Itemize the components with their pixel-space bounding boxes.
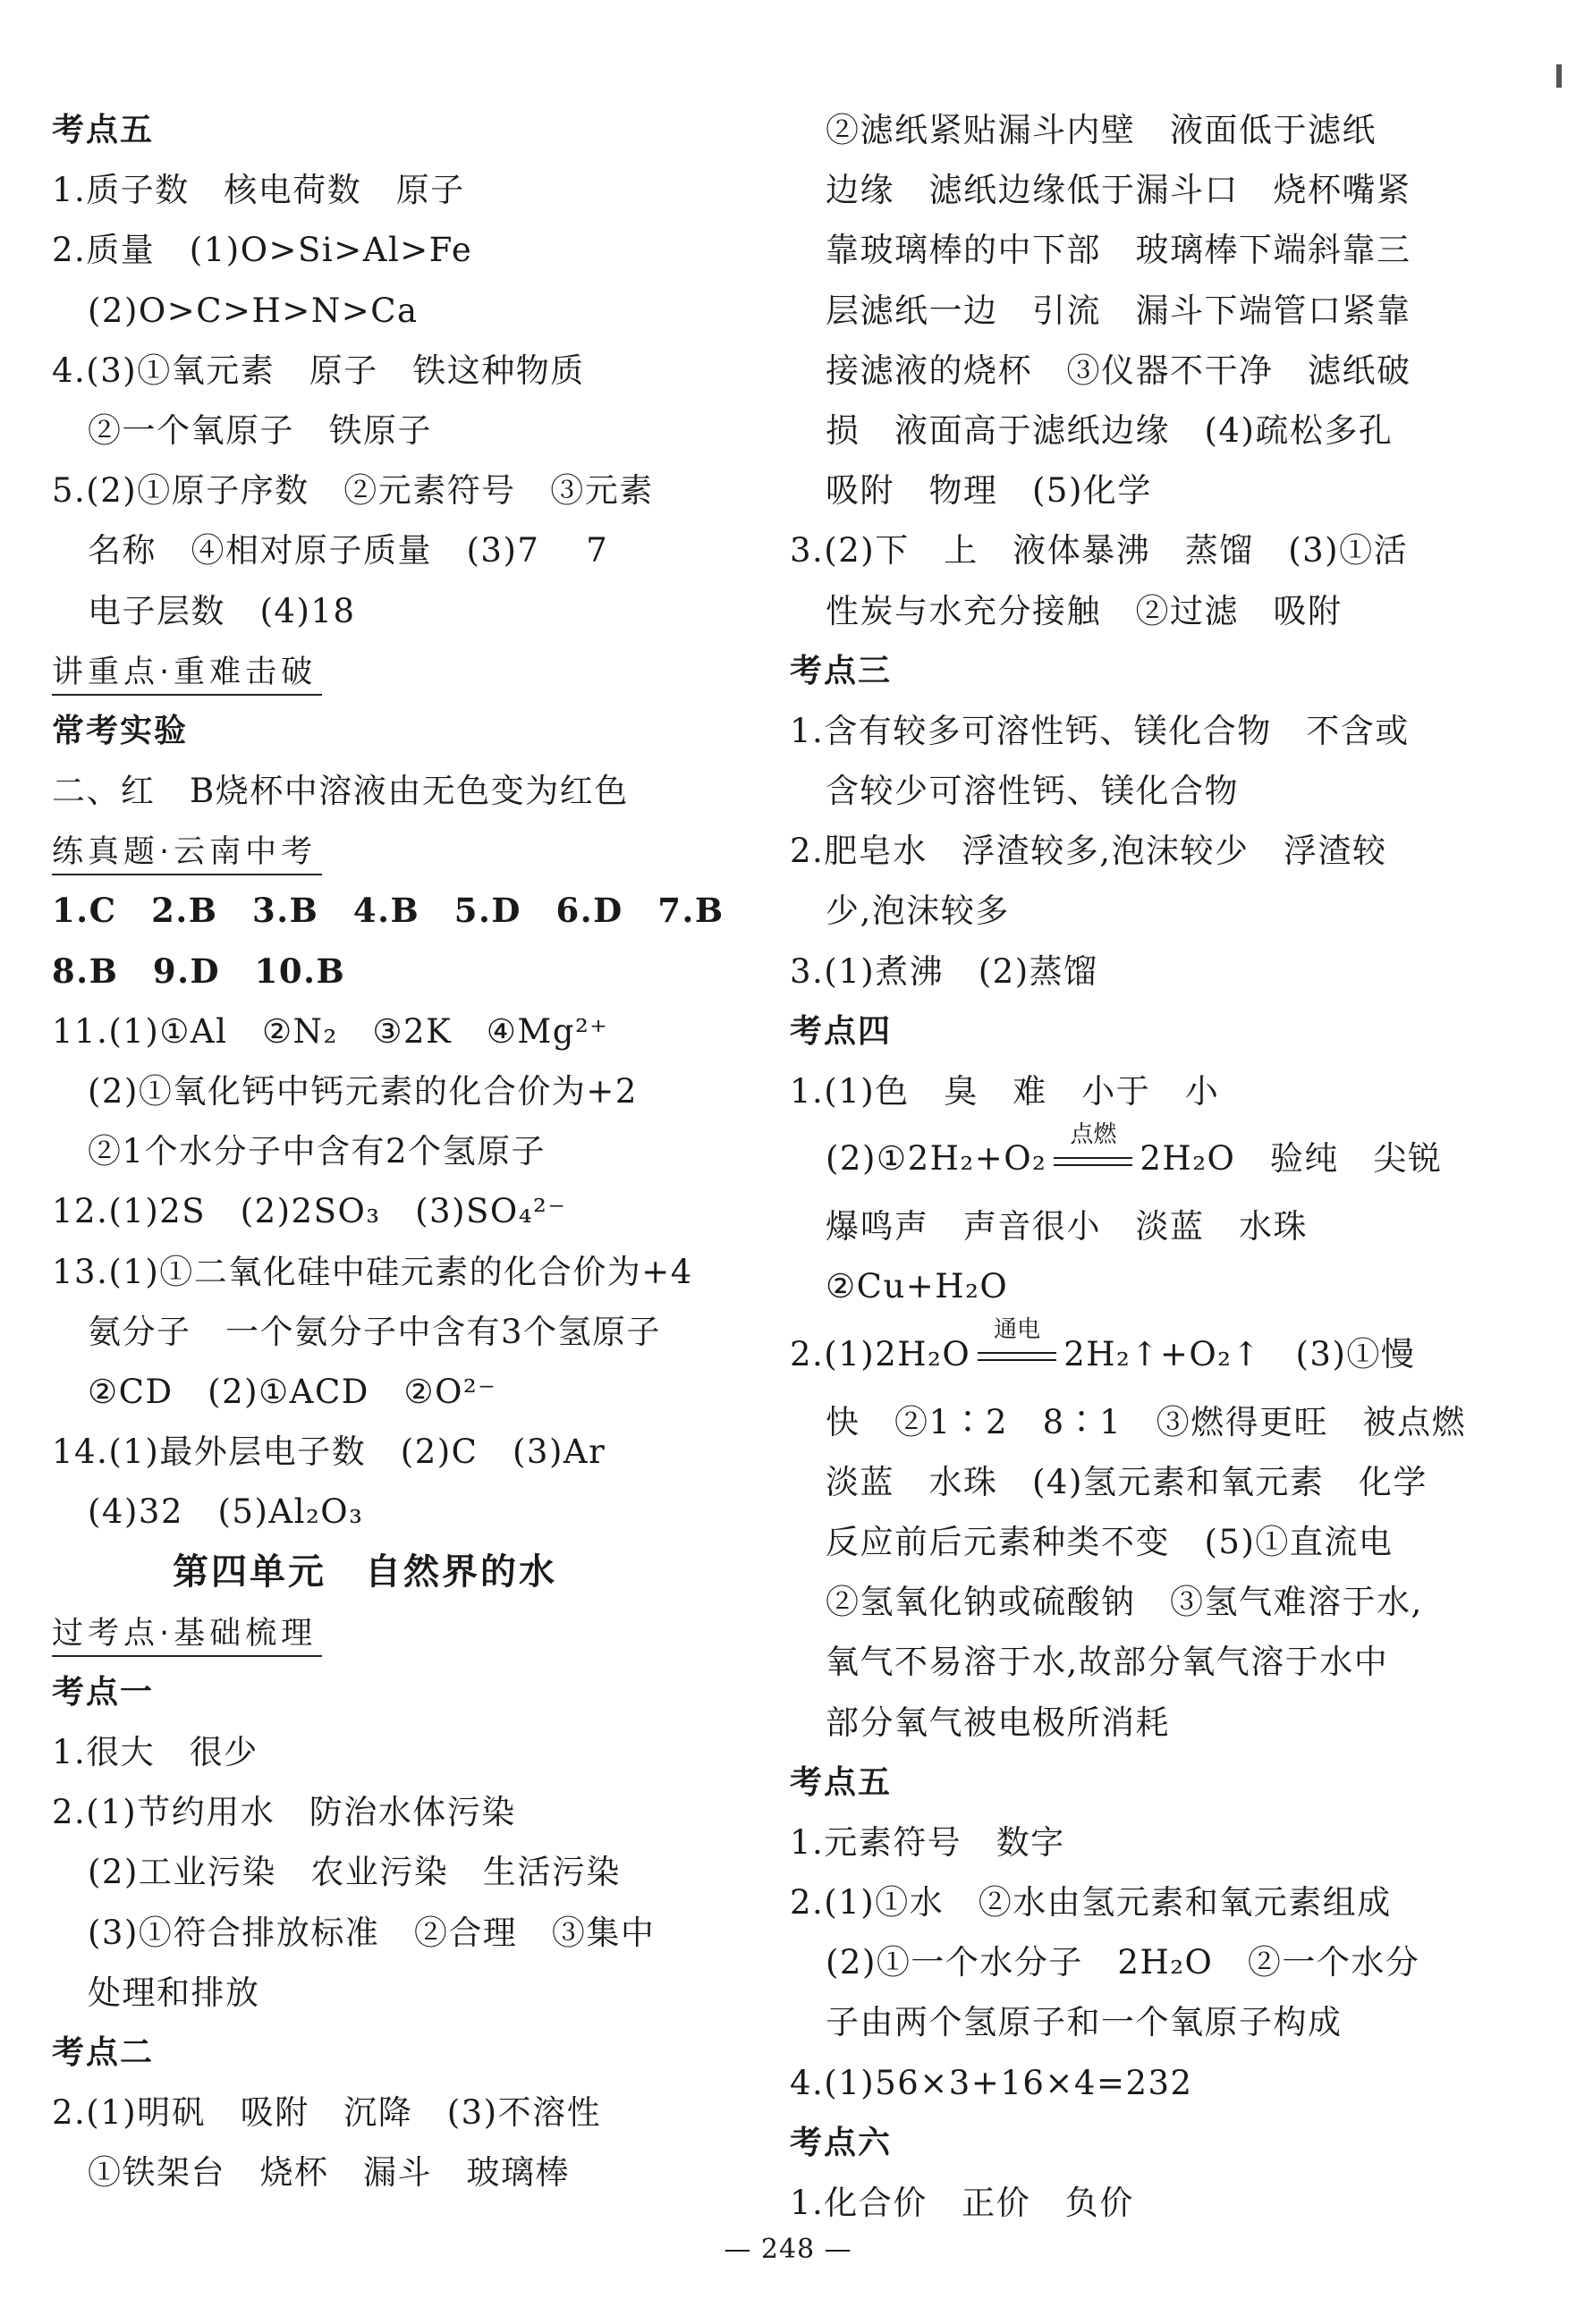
answer-line: (2)O>C>H>N>Ca	[88, 291, 419, 330]
answer-line: 性炭与水充分接触 ②过滤 吸附	[826, 591, 1343, 630]
answer-line: (2)①氧化钙中钙元素的化合价为+2	[88, 1072, 638, 1111]
answer-line: 氧气不易溶于水,故部分氧气溶于水中	[826, 1643, 1389, 1682]
answer-line: 4.(1)56×3+16×4=232	[790, 2063, 1193, 2102]
answer-line: 层滤纸一边 引流 漏斗下端管口紧靠	[826, 291, 1411, 330]
answer-line: 1.(1)色 臭 难 小于 小	[790, 1072, 1220, 1111]
answer-line: 1.C 2.B 3.B 4.B 5.D 6.D 7.B	[52, 891, 724, 931]
answer-line: (2)①一个水分子 2H₂O ②一个水分	[826, 1943, 1420, 1982]
equation-right: 2H₂↑+O₂↑ (3)①慢	[1063, 1334, 1416, 1373]
section-heading: 考点六	[790, 2124, 893, 2161]
answer-line: (4)32 (5)Al₂O₃	[88, 1492, 364, 1532]
section-title-row	[52, 1602, 767, 1662]
answer-line: 少,泡沫较多	[826, 892, 1010, 931]
answer-line: 反应前后元素种类不变 (5)①直流电	[826, 1522, 1394, 1561]
answer-line: 13.(1)①二氧化硅中硅元素的化合价为+4	[52, 1252, 693, 1291]
answer-line: 1.化合价 正价 负价	[790, 2184, 1134, 2222]
answer-line: 2.(1)明矾 吸附 沉降 (3)不溶性	[52, 2093, 602, 2133]
left-column	[52, 100, 767, 2203]
equation-left: (2)①2H₂+O₂	[826, 1139, 1047, 1179]
answer-line: 2.质量 (1)O>Si>Al>Fe	[52, 231, 473, 270]
section-heading: 考点四	[790, 1012, 893, 1050]
equation-right: 2H₂O 验纯 尖锐	[1140, 1139, 1443, 1179]
section-heading: 考点五	[790, 1763, 893, 1801]
answer-line: 氨分子 一个氨分子中含有3个氢原子	[88, 1312, 662, 1351]
answer-line: ①铁架台 烧杯 漏斗 玻璃棒	[88, 2153, 570, 2193]
answer-line: 吸附 物理 (5)化学	[826, 471, 1152, 511]
equation-line	[790, 1121, 1523, 1196]
equation-left: 2.(1)2H₂O	[790, 1334, 971, 1373]
answer-line: 3.(2)下 上 液体暴沸 蒸馏 (3)①活	[790, 531, 1409, 570]
answer-line: 快 ②1∶2 8∶1 ③燃得更旺 被点燃	[826, 1402, 1467, 1441]
reaction-condition-arrow	[974, 1316, 1060, 1370]
answer-line: 爆鸣声 声音很小 淡蓝 水珠	[826, 1207, 1308, 1247]
section-title-row	[52, 641, 767, 701]
answer-line: 损 液面高于滤纸边缘 (4)疏松多孔	[826, 410, 1394, 450]
answer-line: 8.B 9.D 10.B	[52, 951, 346, 991]
answer-line: 1.质子数 核电荷数 原子	[52, 171, 465, 210]
answer-line: 1.很大 很少	[52, 1733, 258, 1772]
reaction-condition-arrow	[1050, 1120, 1136, 1175]
answer-line: 4.(3)①氧元素 原子 铁这种物质	[52, 351, 585, 390]
answer-line: 靠玻璃棒的中下部 玻璃棒下端斜靠三	[826, 231, 1411, 270]
answer-line: 11.(1)①Al ②N₂ ③2K ④Mg²⁺	[52, 1011, 609, 1051]
answer-line: 接滤液的烧杯 ③仪器不干净 滤纸破	[826, 351, 1411, 390]
section-title: 练真题·云南中考	[52, 831, 322, 875]
answer-line: 名称 ④相对原子质量 (3)7 7	[88, 531, 609, 570]
answer-line: 2.肥皂水 浮渣较多,泡沫较少 浮渣较	[790, 832, 1387, 871]
reaction-condition: 通电	[994, 1316, 1041, 1344]
edge-mark	[1556, 64, 1562, 88]
answer-line: 部分氧气被电极所消耗	[826, 1703, 1170, 1742]
unit-title: 第四单元 自然界的水	[173, 1551, 557, 1593]
section-title-row	[52, 821, 767, 881]
answer-line: 3.(1)煮沸 (2)蒸馏	[790, 951, 1098, 991]
answer-line: 边缘 滤纸边缘低于漏斗口 烧杯嘴紧	[826, 171, 1411, 210]
answer-line: ②一个氧原子 铁原子	[88, 410, 432, 450]
answer-line: 14.(1)最外层电子数 (2)C (3)Ar	[52, 1432, 606, 1472]
section-heading: 考点五	[52, 112, 155, 148]
answer-line: 含较少可溶性钙、镁化合物	[826, 772, 1239, 811]
section-heading: 考点三	[790, 652, 893, 689]
section-title: 过考点·基础梳理	[52, 1612, 322, 1657]
answer-line: ②Cu+H₂O	[826, 1267, 1009, 1306]
answer-line: 2.(1)节约用水 防治水体污染	[52, 1793, 516, 1832]
section-heading: 考点二	[52, 2034, 155, 2071]
section-heading: 常考实验	[52, 712, 189, 749]
answer-line: 淡蓝 水珠 (4)氢元素和氧元素 化学	[826, 1462, 1428, 1501]
answer-line: ②滤纸紧贴漏斗内壁 液面低于滤纸	[826, 111, 1377, 149]
equation-line	[790, 1317, 1523, 1392]
answer-line: 子由两个氢原子和一个氧原子构成	[826, 2003, 1343, 2042]
answer-line: ②CD (2)①ACD ②O²⁻	[88, 1372, 497, 1411]
answer-line: 2.(1)①水 ②水由氢元素和氧元素组成	[790, 1883, 1392, 1923]
answer-line: 12.(1)2S (2)2SO₃ (3)SO₄²⁻	[52, 1192, 567, 1231]
answer-line: ②氢氧化钠或硫酸钠 ③氢气难溶于水,	[826, 1583, 1423, 1622]
section-heading: 考点一	[52, 1673, 155, 1711]
answer-line: 二、红 B烧杯中溶液由无色变为红色	[52, 772, 629, 811]
answer-line: 5.(2)①原子序数 ②元素符号 ③元素	[52, 471, 654, 511]
answer-line: 处理和排放	[88, 1973, 260, 2012]
answer-line: 1.元素符号 数字	[790, 1822, 1065, 1862]
section-title: 讲重点·重难击破	[52, 651, 322, 696]
answer-line: (3)①符合排放标准 ②合理 ③集中	[88, 1913, 656, 1952]
right-column	[790, 100, 1523, 2233]
answer-line: 1.含有较多可溶性钙、镁化合物 不含或	[790, 711, 1410, 750]
answer-line: ②1个水分子中含有2个氢原子	[88, 1132, 547, 1171]
reaction-condition: 点燃	[1070, 1120, 1117, 1148]
page-number: — 248 —	[724, 2234, 852, 2265]
answer-line: (2)工业污染 农业污染 生活污染	[88, 1853, 621, 1892]
answer-line: 电子层数 (4)18	[88, 591, 356, 630]
